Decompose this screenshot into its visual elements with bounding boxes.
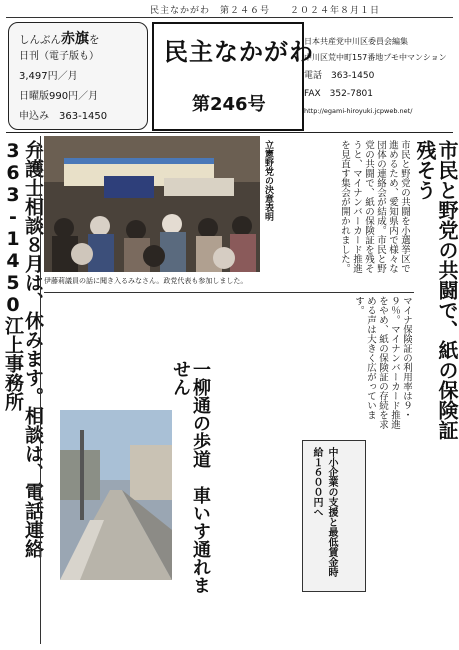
publisher-phone: 電話 363-1450 — [304, 71, 375, 81]
publisher-editor: 日本共産党中川区委員会編集 — [304, 37, 408, 46]
main-headline-sub: 立憲野党の決意表明 — [263, 140, 273, 221]
subscription-line1: しんぶん赤旗を — [19, 31, 100, 47]
main-headline: 市民と野党の共闘で、紙の保険証残そう — [413, 140, 459, 440]
left-column-rule — [40, 136, 41, 644]
subscription-sunday: 日曜版990円／月 — [19, 91, 99, 102]
sidewalk-headline: 一柳通の歩道 車いす通れません — [170, 360, 211, 594]
top-rule — [6, 17, 453, 18]
issue-date-line: 民主なかがわ 第２４６号 ２０２４年８月１日 — [150, 6, 381, 16]
publisher-fax: FAX 352-7801 — [304, 89, 374, 99]
mid-rule — [44, 292, 414, 293]
sidewalk-scene-image — [60, 410, 172, 580]
meeting-scene-image — [44, 136, 260, 272]
insurance-article-body: マイナ保険証の利用率は９・９％。マイナンバーカード推進をやめ、紙の保険証の存続を求める声は大きく広がっています。 — [353, 296, 412, 429]
subscription-daily-price: 3,497円／月 — [19, 71, 78, 82]
subscription-contact: 申込み 363-1450 — [19, 111, 108, 122]
subscription-ad — [8, 22, 148, 130]
wage-box — [302, 440, 366, 592]
issue-number: 第246号 — [192, 94, 266, 115]
meeting-photo-caption: 伊藤莉議員の話に聞き入るみなさん。政党代表も参加しました。 — [44, 277, 248, 285]
main-article-body: 市民と野党の共闘を小選挙区で進めるため、愛知県内で様々な団体の連絡会が結成。市民と野党の共闘で、紙の保険証を残そうと、マイナンバーカード推進を見直す集会が開かれました。 — [339, 140, 410, 273]
lawyer-consultation-notice: 弁護士相談８月は、休みます。相談は、電話連絡363-1450江上事務所 — [2, 140, 44, 558]
header-rule — [6, 132, 453, 133]
subscription-daily: 日刊（電子版も） — [19, 51, 99, 62]
meeting-photo — [44, 136, 260, 272]
wage-box-text: 中小企業の支援と最低賃金時給１６００円へ — [311, 447, 337, 577]
publisher-url: http://egami-hiroyuki.jcpweb.net/ — [304, 107, 413, 115]
publisher-address: 中川区荒中町157番地プモ中マンション — [304, 53, 447, 62]
sidewalk-photo — [60, 410, 172, 580]
masthead — [152, 22, 314, 131]
paper-title: 民主なかがわ — [164, 38, 314, 66]
